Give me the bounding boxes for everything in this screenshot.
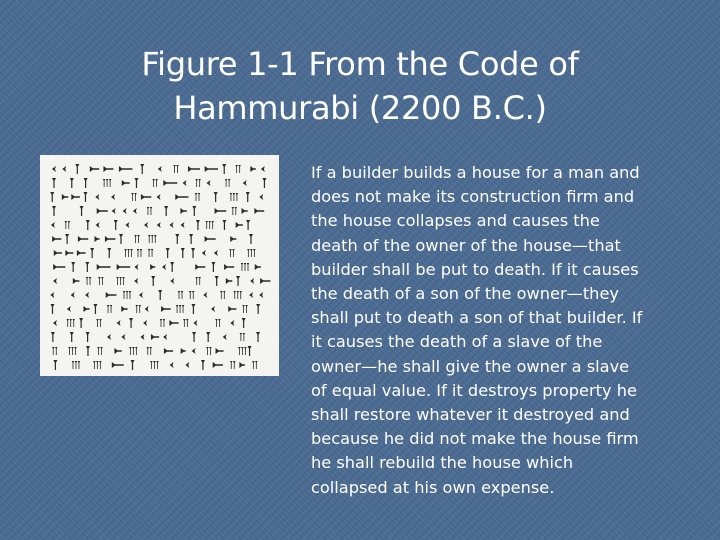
cuneiform-wedge — [166, 248, 170, 258]
cuneiform-wedge — [52, 166, 56, 172]
cuneiform-wedge — [160, 319, 166, 327]
cuneiform-wedge — [205, 236, 216, 242]
cuneiform-wedge — [230, 320, 234, 326]
code-text — [311, 161, 686, 500]
cuneiform-wedge — [181, 248, 185, 258]
cuneiform-wedge — [249, 234, 253, 244]
cuneiform-wedge — [256, 332, 260, 342]
cuneiform-wedge — [173, 165, 179, 173]
cuneiform-wedge — [220, 291, 226, 299]
cuneiform-wedge — [196, 220, 200, 230]
cuneiform-wedge — [86, 277, 92, 285]
cuneiform-wedge — [116, 277, 125, 285]
cuneiform-wedge — [107, 334, 111, 340]
cuneiform-wedge — [151, 276, 155, 286]
cuneiform-wedge — [122, 180, 130, 186]
cuneiform-wedge — [239, 362, 245, 368]
cuneiform-wedge — [181, 348, 186, 354]
text-line: does not make its construction firm and — [311, 187, 635, 207]
title-line-2: Hammurabi (2200 B.C.) — [173, 89, 547, 127]
cuneiform-wedge — [205, 166, 218, 172]
cuneiform-wedge — [134, 178, 138, 188]
cuneiform-wedge — [236, 276, 240, 286]
cuneiform-wedge — [51, 222, 55, 228]
cuneiform-wedge — [71, 194, 80, 200]
cuneiform-wedge — [193, 320, 197, 326]
cuneiform-wedge — [66, 319, 75, 327]
cuneiform-wedge — [191, 248, 195, 258]
cuneiform-wedge — [158, 290, 162, 300]
cuneiform-wedge — [117, 264, 131, 270]
cuneiform-wedge — [78, 236, 88, 242]
cuneiform-wedge — [73, 278, 80, 284]
cuneiform-wedge — [50, 292, 54, 298]
text-line: he shall rebuild the house which — [311, 453, 574, 473]
cuneiform-wedge — [249, 292, 253, 298]
text-line: because he did not make the house firm — [311, 429, 639, 449]
cuneiform-wedge — [205, 221, 214, 229]
cuneiform-wedge — [213, 362, 223, 368]
cuneiform-wedge — [148, 235, 157, 243]
cuneiform-wedge — [107, 305, 113, 313]
cuneiform-wedge — [183, 180, 187, 186]
cuneiform-wedge — [216, 348, 224, 354]
cuneiform-wedge — [79, 318, 83, 328]
cuneiform-wedge — [137, 249, 143, 257]
cuneiform-wedge — [133, 208, 137, 214]
text-line: of equal value. If it destroys property he — [311, 380, 637, 400]
cuneiform-wedge — [236, 222, 243, 228]
cuneiform-wedge — [134, 235, 140, 243]
cuneiform-wedge — [54, 250, 62, 256]
cuneiform-wedge — [230, 361, 236, 369]
cuneiform-wedge — [195, 179, 201, 187]
cuneiform-wedge — [98, 277, 104, 285]
cuneiform-wedge — [129, 347, 138, 355]
cuneiform-wedge — [163, 334, 167, 340]
cuneiform-wedge — [121, 334, 125, 340]
cuneiform-wedge — [189, 234, 193, 244]
cuneiform-wedge — [162, 264, 166, 270]
cuneiform-wedge — [67, 306, 71, 312]
cuneiform-wedge — [135, 305, 141, 313]
cuneiform-wedge — [152, 179, 158, 187]
cuneiform-wedge — [90, 166, 99, 172]
cuneiform-wedge — [211, 306, 215, 312]
cuneiform-wedge — [70, 332, 74, 342]
cuneiform-wedge — [86, 332, 90, 342]
cuneiform-wedge — [151, 334, 159, 340]
cuneiform-wedge — [192, 348, 196, 354]
text-line: collapsed at his own expense. — [311, 477, 555, 497]
slide-title — [0, 42, 720, 130]
cuneiform-wedge — [189, 291, 195, 299]
cuneiform-wedge — [195, 277, 201, 285]
cuneiform-wedge — [157, 222, 161, 228]
cuneiform-wedge — [207, 180, 211, 186]
cuneiform-wedge — [93, 361, 102, 369]
cuneiform-wedge — [206, 347, 212, 355]
cuneiform-wedge — [65, 221, 71, 229]
cuneiform-wedge — [62, 166, 66, 172]
cuneiform-wedge — [134, 278, 138, 284]
cuneiform-wedge — [170, 262, 174, 272]
cuneiform-wedge — [97, 264, 111, 270]
cuneiform-wedge — [226, 278, 232, 284]
cuneiform-wedge — [143, 320, 147, 326]
cuneiform-wedge — [83, 306, 89, 312]
cuneiform-wedge — [71, 262, 75, 272]
cuneiform-wedge — [147, 207, 153, 215]
cuneiform-wedge — [68, 347, 77, 355]
cuneiform-wedge — [250, 166, 255, 172]
cuneiform-wedge — [83, 192, 87, 202]
text-line: shall put to death a son of that builder. If — [311, 308, 643, 328]
cuneiform-wedge — [192, 206, 196, 216]
cuneiform-wedge — [86, 220, 90, 230]
cuneiform-wedge — [62, 194, 68, 200]
cuneiform-wedge — [164, 206, 168, 216]
cuneiform-wedge — [232, 207, 238, 215]
cuneiform-wedge — [191, 304, 195, 314]
text-line: the house collapses and causes the — [311, 211, 600, 231]
cuneiform-wedge — [53, 264, 65, 270]
cuneiform-wedge — [229, 249, 235, 257]
cuneiform-wedge — [114, 348, 121, 354]
cuneiform-wedge — [178, 291, 184, 299]
cuneiform-wedge — [119, 166, 132, 172]
cuneiform-wedge — [71, 292, 75, 298]
cuneiform-wedge — [242, 305, 248, 313]
cuneiform-wedge — [94, 236, 99, 242]
cuneiform-wedge — [52, 347, 58, 355]
cuneiform-wedge — [96, 319, 102, 327]
cuneiform-wedge — [106, 292, 117, 298]
cuneiform-wedge — [129, 318, 133, 328]
cuneiform-wedge — [252, 361, 258, 369]
cuneiform-wedge — [72, 361, 81, 369]
cuneiform-wedge — [188, 166, 200, 172]
cuneiform-wedge — [215, 319, 221, 327]
cuneiform-wedge — [243, 180, 247, 186]
cuneiform-wedge — [80, 206, 84, 216]
cuneiform-wedge — [230, 236, 236, 242]
cuneiform-wedge — [261, 166, 265, 172]
cuneiform-wedge — [53, 278, 57, 284]
cuneiform-wedge — [90, 248, 94, 258]
cuneiform-wedge — [148, 249, 154, 257]
cuneiform-wedge — [86, 346, 90, 356]
cuneiform-wedge — [50, 304, 54, 314]
cuneiform-wedge — [119, 234, 123, 244]
cuneiform-wedge — [214, 192, 218, 202]
cuneiform-wedge — [161, 306, 171, 312]
cuneiform-wedge — [134, 264, 138, 270]
cuneiform-wedge — [70, 178, 74, 188]
cuneiform-wedge — [123, 208, 127, 214]
cuneiform-wedge — [144, 222, 148, 228]
cuneiform-wedge — [145, 306, 149, 312]
cuneiform-wedge — [246, 220, 250, 230]
cuneiform-wedge — [202, 250, 206, 256]
cuneiform-wedge — [195, 193, 201, 201]
cuneiform-wedge — [183, 319, 189, 327]
cuneiform-wedge — [121, 306, 127, 312]
cuneiform-wedge — [247, 249, 256, 257]
cuneiform-wedge — [260, 278, 270, 284]
cuneiform-wedge — [246, 192, 250, 202]
cuneiform-wedge — [140, 334, 144, 340]
cuneiform-wedge — [248, 346, 252, 356]
cuneiform-wedge — [65, 250, 73, 256]
cuneiform-wedge — [195, 264, 205, 270]
cuneiform-wedge — [95, 194, 99, 200]
cuneiform-wedge — [238, 347, 247, 355]
cuneiform-wedge — [157, 194, 161, 200]
cuneiform-wedge — [211, 262, 215, 272]
text-line: death of the owner of the house—that — [311, 235, 621, 255]
cuneiform-wedge — [206, 332, 210, 342]
cuneiform-wedge — [150, 264, 155, 270]
cuneiform-wedge — [85, 262, 89, 272]
cuneiform-wedge — [256, 304, 260, 314]
cuneiform-wedge — [255, 264, 261, 270]
cuneiform-wedge — [93, 304, 97, 314]
cuneiform-wedge — [259, 292, 263, 298]
cuneiform-wedge — [170, 278, 174, 284]
cuneiform-wedge — [139, 292, 143, 298]
text-line: builder shall be put to death. If it causes — [311, 259, 639, 279]
cuneiform-wedge — [52, 206, 56, 216]
cuneiform-wedge — [250, 278, 254, 284]
cuneiform-wedge — [230, 193, 239, 201]
cuneiform-wedge — [107, 248, 111, 258]
cuneiform-wedge — [141, 194, 151, 200]
cuneiform-wedge — [254, 208, 264, 214]
cuneiform-wedge — [75, 164, 79, 174]
cuneiform-wedge — [222, 164, 226, 174]
cuneiform-wedge — [224, 264, 234, 270]
cuneiform-wedge — [131, 193, 137, 201]
cuneiform-wedge — [192, 332, 196, 342]
cuneiform-wedge — [215, 276, 219, 286]
cuneiform-wedge — [201, 360, 205, 370]
cuneiform-wedge — [103, 166, 113, 172]
cuneiform-wedge — [105, 236, 116, 242]
cuneiform-wedge — [235, 165, 241, 173]
cuneiform-wedge — [181, 222, 185, 228]
cuneiform-wedge — [222, 220, 226, 230]
cuneiform-wedge — [117, 320, 121, 326]
cuneiform-wedge — [85, 292, 89, 298]
cuneiform-wedge — [97, 347, 103, 355]
cuneiform-wedge — [150, 361, 159, 369]
cuneiform-wedge — [241, 263, 250, 271]
cuneiform-wedge — [175, 194, 188, 200]
cuneiform-wedge — [112, 208, 116, 214]
cuneiform-wedge — [124, 249, 133, 257]
cuneiform-wedge — [52, 236, 61, 242]
cuneiform-wedge — [158, 166, 162, 172]
cuneiform-wedge — [51, 332, 55, 342]
cuneiform-wedge — [97, 208, 108, 214]
cuneiform-wedge — [175, 234, 179, 244]
cuneiform-wedge — [140, 164, 144, 174]
cuneiform-wedge — [214, 250, 218, 256]
cuneiform-wedge — [259, 194, 263, 200]
cuneiform-wedge — [223, 334, 227, 340]
cuneiform-wedge — [65, 234, 69, 244]
text-line: If a builder builds a house for a man and — [311, 163, 640, 182]
cuneiform-wedge — [123, 291, 132, 299]
cuneiform-wedge — [146, 347, 152, 355]
text-line: shall restore whatever it destroyed and — [311, 405, 630, 425]
cuneiform-wedge — [262, 178, 266, 188]
cuneiform-wedge — [233, 291, 242, 299]
cuneiform-wedge — [228, 306, 236, 312]
text-line: owner—he shall give the owner a slave — [311, 356, 630, 376]
cuneiform-glyphs — [40, 155, 279, 376]
cuneiform-wedge — [215, 208, 227, 214]
cuneiform-image — [40, 155, 279, 376]
text-line: it causes the death of a slave of the — [311, 332, 603, 352]
cuneiform-wedge — [164, 348, 173, 354]
cuneiform-wedge — [203, 292, 207, 298]
cuneiform-wedge — [53, 360, 57, 370]
cuneiform-wedge — [125, 222, 129, 228]
cuneiform-wedge — [169, 222, 173, 228]
cuneiform-wedge — [163, 180, 177, 186]
cuneiform-wedge — [225, 179, 231, 187]
cuneiform-wedge — [176, 305, 185, 313]
cuneiform-wedge — [52, 178, 56, 188]
cuneiform-wedge — [84, 178, 88, 188]
cuneiform-wedge — [111, 194, 115, 200]
title-line-1: Figure 1-1 From the Code of — [141, 45, 579, 83]
cuneiform-wedge — [185, 362, 189, 368]
cuneiform-wedge — [112, 362, 124, 368]
cuneiform-wedge — [180, 208, 186, 214]
cuneiform-wedge — [240, 333, 246, 341]
cuneiform-wedge — [242, 208, 248, 214]
text-line: the death of a son of the owner—they — [311, 284, 619, 304]
cuneiform-wedge — [242, 318, 246, 328]
cuneiform-wedge — [169, 320, 178, 326]
cuneiform-wedge — [77, 250, 86, 256]
cuneiform-wedge — [103, 179, 112, 187]
cuneiform-wedge — [131, 360, 135, 370]
cuneiform-wedge — [114, 220, 118, 230]
cuneiform-wedge — [50, 192, 54, 202]
cuneiform-wedge — [170, 362, 174, 368]
cuneiform-wedge — [96, 222, 100, 228]
cuneiform-wedge — [53, 320, 57, 326]
